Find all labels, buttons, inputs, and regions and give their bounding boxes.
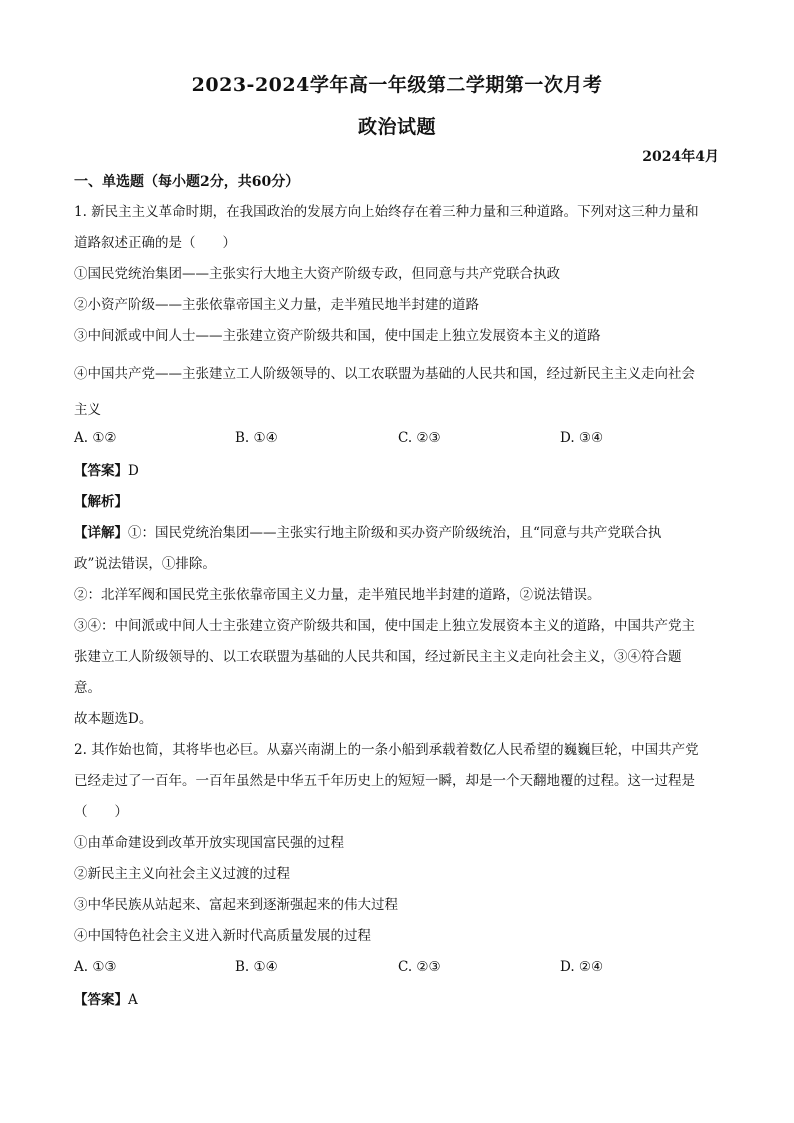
- q1-detail-3-line3: 意。: [74, 680, 101, 696]
- q1-option-3: ③中间派或中间人士——主张建立资产阶级共和国，使中国走上独立发展资本主义的道路: [74, 328, 601, 344]
- q1-detail-1-line2: 政”说法错误，①排除。: [74, 556, 216, 572]
- q1-choice-d: D. ③④: [560, 430, 604, 446]
- q1-detail-2: ②：北洋军阀和国民党主张依靠帝国主义力量，走半殖民地半封建的道路，②说法错误。: [74, 587, 601, 603]
- q1-option-1: ①国民党统治集团——主张实行大地主大资产阶级专政，但同意与共产党联合执政: [74, 266, 560, 282]
- q1-detail-1-text: ①：国民党统治集团——主张实行地主阶级和买办资产阶级统治，且“同意与共产党联合执: [128, 525, 662, 541]
- q1-option-4-line1: ④中国共产党——主张建立工人阶级领导的、以工农联盟为基础的人民共和国，经过新民主主义走向社会: [74, 366, 695, 382]
- q2-stem-line2: 已经走过了一百年。一百年虽然是中华五千年历史上的短短一瞬，却是一个天翻地覆的过程。这一过程是: [74, 773, 695, 789]
- q1-stem-line2: 道路叙述正确的是（ ）: [74, 235, 236, 251]
- section-heading: 一、单选题（每小题2分，共60分）: [74, 174, 300, 190]
- q1-choice-c: C. ②③: [398, 430, 441, 446]
- q1-answer-value: D: [128, 463, 139, 479]
- q1-choices: [74, 430, 724, 450]
- q2-option-4: ④中国特色社会主义进入新时代高质量发展的过程: [74, 928, 371, 944]
- q1-choice-a: A. ①②: [74, 430, 117, 446]
- q2-answer: [74, 990, 724, 1010]
- q2-option-1: ①由革命建设到改革开放实现国富民强的过程: [74, 835, 344, 851]
- exam-date: 2024年4月: [642, 149, 719, 165]
- q2-answer-value: A: [128, 992, 138, 1008]
- q2-choice-d: D. ②④: [560, 959, 604, 975]
- q1-detail-1-line1: [74, 523, 724, 543]
- q2-answer-tag: 【答案】: [74, 992, 128, 1008]
- q1-choice-b: B. ①④: [235, 430, 278, 446]
- q1-option-4-line2: 主义: [74, 402, 101, 418]
- q2-choice-b: B. ①④: [235, 959, 278, 975]
- q1-answer-tag: 【答案】: [74, 463, 128, 479]
- q2-option-2: ②新民主主义向社会主义过渡的过程: [74, 866, 290, 882]
- q2-option-3: ③中华民族从站起来、富起来到逐渐强起来的伟大过程: [74, 897, 398, 913]
- q2-choice-a: A. ①③: [74, 959, 117, 975]
- q1-analysis-tag: 【解析】: [74, 494, 128, 510]
- q1-answer: [74, 461, 724, 481]
- q2-choice-c: C. ②③: [398, 959, 441, 975]
- q2-choices: [74, 959, 724, 979]
- q2-stem-line3: （ ）: [74, 804, 128, 820]
- q2-stem-line1: 2. 其作始也简，其将毕也必巨。从嘉兴南湖上的一条小船到承载着数亿人民希望的巍巍巨轮，中国共产党: [74, 742, 699, 758]
- q1-option-2: ②小资产阶级——主张依靠帝国主义力量，走半殖民地半封建的道路: [74, 297, 479, 313]
- q1-detail-3-line2: 张建立工人阶级领导的、以工农联盟为基础的人民共和国，经过新民主主义走向社会主义，③④符合题: [74, 649, 682, 665]
- q1-detail-3-line1: ③④：中间派或中间人士主张建立资产阶级共和国，使中国走上独立发展资本主义的道路，中国共产党主: [74, 618, 695, 634]
- exam-title: 2023-2024学年高一年级第二学期第一次月考: [191, 74, 603, 96]
- exam-subject: 政治试题: [357, 116, 436, 138]
- q1-stem-line1: 1. 新民主主义革命时期，在我国政治的发展方向上始终存在着三种力量和三种道路。下列对这三种力量和: [74, 204, 699, 220]
- q1-conclusion: 故本题选D。: [74, 711, 153, 727]
- q1-detail-tag: 【详解】: [74, 525, 128, 541]
